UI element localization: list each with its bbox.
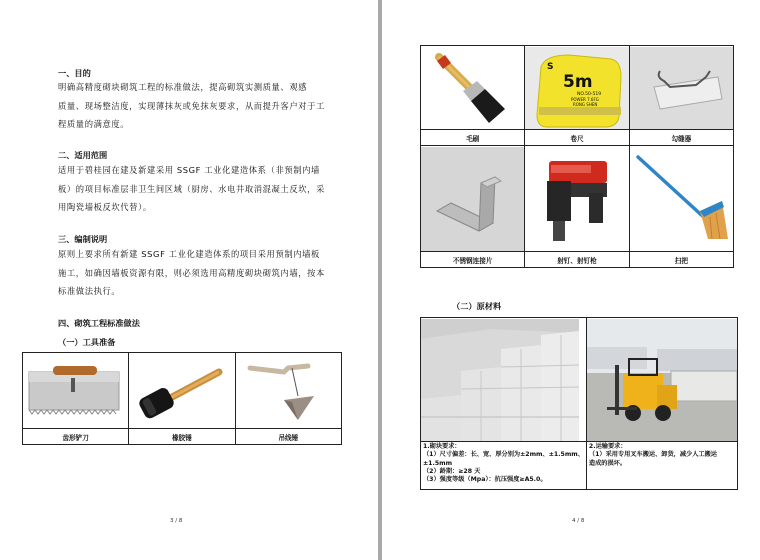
note-line: （1）尺寸偏差：长、宽、厚分别为±2mm、±1.5mm、 <box>423 451 584 459</box>
transport-requirements <box>586 442 737 490</box>
page-number: 3 / 8 <box>170 518 183 524</box>
notched-trowel-image <box>23 354 128 428</box>
tool-image-cell <box>129 353 235 429</box>
materials-table <box>420 317 738 490</box>
paint-brush-image <box>421 47 524 129</box>
tool-image-cell <box>421 146 525 252</box>
section-1-title: 一、目的 <box>58 68 91 78</box>
text-line: 用陶瓷墙板反坎代替）。 <box>58 202 152 212</box>
steel-connector-image <box>421 147 524 251</box>
text-line: 原则上要求所有新建 SSGF 工业化建造体系的项目采用预制内墙板 <box>58 249 320 259</box>
note-line: ±1.5mm <box>423 459 453 467</box>
tool-label: 勾缝器 <box>629 130 733 146</box>
plumb-bob-image <box>236 354 341 428</box>
text-line: 质量、现场整洁度，实现薄抹灰或免抹灰要求，从而提升客户对于工 <box>58 100 325 111</box>
text-line: 板）的项目标准层非卫生间区域（厨房、水电井取消混凝土反坎，采 <box>58 183 325 194</box>
note-line: （2）龄期：≥28 天 <box>423 467 481 475</box>
tool-label: 橡胶锤 <box>129 429 235 445</box>
jointer-image <box>630 47 733 129</box>
section-2-title: 二、适用范围 <box>58 150 108 160</box>
note-line: 2.运输要求： <box>588 443 627 450</box>
section-4-title: 四、砌筑工程标准做法 <box>58 318 140 328</box>
section-3-title: 三、编制说明 <box>58 234 108 244</box>
block-requirements <box>421 442 587 490</box>
tool-label: 毛刷 <box>421 130 525 146</box>
text-line: 明确高精度砌块砌筑工程的标准做法，提高砌筑实测质量、观感 <box>58 82 308 92</box>
tool-label: 不锈钢连接片 <box>421 252 525 268</box>
tool-image-cell <box>235 353 341 429</box>
broom-image <box>630 147 733 251</box>
page-left <box>0 0 378 560</box>
section-4-subtitle: （一）工具准备 <box>58 337 116 347</box>
tool-image-cell <box>629 46 733 130</box>
tool-image-cell <box>421 46 525 130</box>
text-line: 程质量的满意度。 <box>58 119 130 129</box>
tool-label: 射钉、射钉枪 <box>525 252 629 268</box>
page-number: 4 / 8 <box>572 518 585 524</box>
tool-image-cell <box>525 146 629 252</box>
tool-label: 扫把 <box>629 252 733 268</box>
aac-blocks-image <box>421 319 586 441</box>
tape-model-label: NO.50-519 <box>577 91 602 97</box>
tape-power-label: POWER 7.6FG <box>571 96 600 102</box>
tool-label: 卷尺 <box>525 130 629 146</box>
materials-title: （二）原材料 <box>452 301 502 311</box>
note-line: 造成的损坏。 <box>588 459 627 467</box>
tape-brand-label: RONG SHEN <box>573 101 598 107</box>
section-3-body <box>58 245 325 301</box>
text-line: 标准做法执行。 <box>58 286 121 296</box>
nail-gun-image <box>525 147 628 251</box>
material-image-cell <box>421 318 587 442</box>
tape-size-label: 5m <box>563 71 593 92</box>
page-right <box>382 0 760 560</box>
tools-table-right <box>420 45 734 268</box>
tool-image-cell <box>629 146 733 252</box>
note-line: 1.砌块要求： <box>423 443 461 450</box>
rubber-mallet-image <box>129 354 234 428</box>
material-image-cell <box>586 318 737 442</box>
svg-text:S: S <box>547 61 554 72</box>
tool-label: 齿形铲刀 <box>23 429 129 445</box>
section-1-body <box>58 78 325 134</box>
tools-table-left <box>22 352 342 445</box>
text-line: 适用于碧桂园在建及新建采用 SSGF 工业化建造体系（非预制内墙 <box>58 165 320 175</box>
text-line: 施工，如确因墙板资源有限，则必须选用高精度砌块砌筑内墙，按本 <box>58 267 325 278</box>
tape-measure-image <box>525 47 628 129</box>
tool-label: 吊线锤 <box>235 429 341 445</box>
section-2-body <box>58 161 325 217</box>
tool-image-cell <box>23 353 129 429</box>
note-line: （3）强度等级（Mpa）：抗压强度≥A5.0。 <box>423 476 547 484</box>
tool-image-cell <box>525 46 629 130</box>
note-line: （1）采用专用叉车搬运、卸货，减少人工搬运 <box>588 451 717 459</box>
forklift-image <box>587 319 737 441</box>
